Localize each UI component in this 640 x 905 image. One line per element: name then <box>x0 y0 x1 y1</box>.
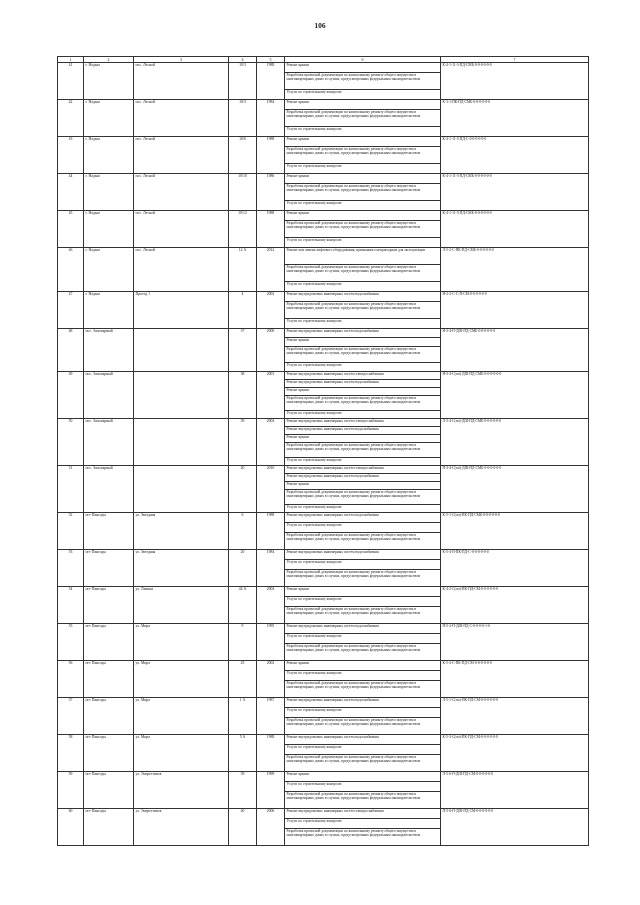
table-row <box>58 211 589 221</box>
house-number-cell: 25 <box>229 661 257 698</box>
house-number-cell: 39 <box>229 419 257 466</box>
code-cell: Н-2-2-С-С-П-СМ-0-0-0-0-0-0 <box>441 292 589 329</box>
table-row <box>58 137 589 147</box>
row-number: 60 <box>58 809 84 846</box>
row-number: 54 <box>58 587 84 624</box>
year-cell: 1995 <box>257 624 285 661</box>
row-number: 41 <box>58 63 84 100</box>
street-cell: ул. Мира <box>134 735 229 772</box>
settlement-cell: пос. Заполярный <box>84 419 134 466</box>
work-type-cell: Ремонт внутридомовых инженерных систем водоснабжения <box>285 427 441 435</box>
row-number: 58 <box>58 735 84 772</box>
work-type-cell: Ремонт внутридомовых инженерных систем электроснабжения <box>285 466 441 474</box>
work-type-cell: Услуги по строительному контролю <box>285 782 441 792</box>
house-number-cell: 40 <box>229 809 257 846</box>
row-number: 45 <box>58 211 84 248</box>
street-cell: пос. Лесной <box>134 174 229 211</box>
row-number: 59 <box>58 772 84 809</box>
settlement-cell: пгт Пангоды <box>84 624 134 661</box>
work-type-cell: Услуги по строительному контролю <box>285 164 441 174</box>
year-cell: 1999 <box>257 772 285 809</box>
street-cell: ул. Звездная <box>134 550 229 587</box>
row-number: 47 <box>58 292 84 329</box>
work-type-cell: Услуги по строительному контролю <box>285 411 441 419</box>
code-cell: П-5-2-П-ДШ-ПД-С-0-0-0-0-1-0 <box>441 624 589 661</box>
table-row <box>58 735 589 745</box>
work-type-cell: Разработка проектной документации по капитальному ремонту общего имущества в многоквартирных домах в случаях, предусмотренных федеральным законодательством <box>285 570 441 587</box>
work-type-cell: Разработка проектной документации по капитальному ремонту общего имущества в многоквартирных домах в случаях, предусмотренных федеральным законодательством <box>285 110 441 127</box>
table-row <box>58 624 589 634</box>
code-cell: К-4-1-11-3-ПД-С-0-0-0-0-0-0 <box>441 137 589 174</box>
year-cell: 1984 <box>257 550 285 587</box>
table-row <box>58 174 589 184</box>
row-number: 50 <box>58 419 84 466</box>
street-cell: ул. Мира <box>134 661 229 698</box>
work-type-cell: Услуги по строительному контролю <box>285 201 441 211</box>
year-cell: 2001 <box>257 372 285 419</box>
street-cell: ул. Энергетиков <box>134 809 229 846</box>
year-cell: 2012 <box>257 248 285 292</box>
work-type-cell: Разработка проектной документации по капитальному ремонту общего имущества в многоквартирных домах в случаях, предусмотренных федеральным законодательством <box>285 73 441 90</box>
work-type-cell: Услуги по строительному контролю <box>285 560 441 570</box>
table-row <box>58 466 589 474</box>
work-type-cell: Ремонт внутридомовых инженерных систем водоснабжения <box>285 513 441 523</box>
house-number-cell: 5 А <box>229 735 257 772</box>
street-cell: пос. Лесной <box>134 63 229 100</box>
street-cell: пос. Лесной <box>134 248 229 292</box>
page-number: 106 <box>314 21 326 30</box>
work-type-cell: Разработка проектной документации по капитальному ремонту общего имущества в многоквартирных домах в случаях, предусмотренных федеральным законодательством <box>285 347 441 363</box>
column-number: 1 <box>58 57 84 63</box>
work-type-cell: Услуги по строительному контролю <box>285 127 441 137</box>
work-type-cell: Разработка проектной документации по капитальному ремонту общего имущества в многоквартирных домах в случаях, предусмотренных федеральным законодательством <box>285 718 441 735</box>
year-cell: 2004 <box>257 419 285 466</box>
settlement-cell: пгт Пангоды <box>84 772 134 809</box>
work-type-cell: Разработка проектной документации по капитальному ремонту общего имущества в многоквартирных домах в случаях, предусмотренных федеральным законодательством <box>285 221 441 238</box>
work-type-cell: Ремонт внутридомовых инженерных систем электроснабжения <box>285 372 441 380</box>
work-type-cell: Ремонт или замена лифтового оборудования, признанного непригодным для эксплуатации <box>285 248 441 265</box>
work-type-cell: Разработка проектной документации по капитальному ремонту общего имущества в многоквартирных домах в случаях, предусмотренных федеральным законодательством <box>285 490 441 505</box>
row-number: 49 <box>58 372 84 419</box>
work-type-cell: Ремонт крыши <box>285 661 441 671</box>
code-cell: К-4-1-11-3-ПД-СМБ-0-0-0-0-0-0 <box>441 63 589 100</box>
settlement-cell: г. Надым <box>84 292 134 329</box>
code-cell: Л-5-2-С-ПК-ПД-СМБ-0-0-0-0-0-0 <box>441 248 589 292</box>
street-cell <box>134 466 229 513</box>
work-type-cell: Услуги по строительному контролю <box>285 238 441 248</box>
settlement-cell: пгт Пангоды <box>84 735 134 772</box>
work-type-cell: Ремонт крыши <box>285 388 441 396</box>
settlement-cell: г. Надым <box>84 248 134 292</box>
work-type-cell: Ремонт крыши <box>285 63 441 73</box>
row-number: 48 <box>58 329 84 372</box>
work-type-cell: Ремонт внутридомовых инженерных систем водоснабжения <box>285 329 441 338</box>
work-type-cell: Разработка проектной документации по капитальному ремонту общего имущества в многоквартирных домах в случаях, предусмотренных федеральным законодательством <box>285 681 441 698</box>
house-number-cell: 10/3 <box>229 63 257 100</box>
row-number: 51 <box>58 466 84 513</box>
work-type-cell: Услуги по строительному контролю <box>285 745 441 755</box>
year-cell: 2002 <box>257 661 285 698</box>
street-cell: пос. Лесной <box>134 100 229 137</box>
settlement-cell: г. Надым <box>84 174 134 211</box>
code-cell: П-5-6-П-ДШ-ПД-СМ-0-0-0-0-0-0 <box>441 809 589 846</box>
column-number: 4 <box>229 57 257 63</box>
work-type-cell: Ремонт крыши <box>285 211 441 221</box>
work-type-cell: Услуги по строительному контролю <box>285 363 441 372</box>
code-cell: К-5-3-С(пп)-ПК-ПД-СМ-0-0-0-0-0-0 <box>441 735 589 772</box>
work-type-cell: Ремонт внутридомовых инженерных систем водоснабжения <box>285 735 441 745</box>
work-type-cell: Ремонт крыши <box>285 772 441 782</box>
row-number: 53 <box>58 550 84 587</box>
street-cell: ул. Мира <box>134 624 229 661</box>
table-row <box>58 329 589 338</box>
house-number-cell: 20 <box>229 550 257 587</box>
work-type-cell: Ремонт крыши <box>285 482 441 490</box>
column-number: 7 <box>441 57 589 63</box>
settlement-cell: пгт Пангоды <box>84 587 134 624</box>
table-row <box>58 513 589 523</box>
work-type-cell: Ремонт внутридомовых инженерных систем водоснабжения <box>285 624 441 634</box>
year-cell: 1986 <box>257 174 285 211</box>
house-number-cell: 10/3 <box>229 100 257 137</box>
table-row <box>58 372 589 380</box>
row-number: 52 <box>58 513 84 550</box>
code-cell: Н-3-4-П-ДШ-ПД-СМБ-0-0-0-0-0-0 <box>441 329 589 372</box>
settlement-cell: г. Надым <box>84 211 134 248</box>
street-cell: пос. Лесной <box>134 137 229 174</box>
code-cell: К-4-1-11-3-ПД-СМБ-0-0-0-0-0-0 <box>441 174 589 211</box>
work-type-cell: Разработка проектной документации по капитальному ремонту общего имущества в многоквартирных домах в случаях, предусмотренных федеральным законодательством <box>285 302 441 319</box>
row-number: 56 <box>58 661 84 698</box>
settlement-cell: г. Надым <box>84 63 134 100</box>
work-type-cell: Услуги по строительному контролю <box>285 319 441 329</box>
work-type-cell: Разработка проектной документации по капитальному ремонту общего имущества в многоквартирных домах в случаях, предусмотренных федеральным законодательством <box>285 443 441 458</box>
column-number: 5 <box>257 57 285 63</box>
code-cell: П-3-4-С(пп)-ДШ-ПД-СМБ-0-0-0-0-0-0 <box>441 466 589 513</box>
work-type-cell: Ремонт крыши <box>285 100 441 110</box>
work-type-cell: Ремонт внутридомовых инженерных систем водоснабжения <box>285 380 441 388</box>
house-number-cell: 4 <box>229 292 257 329</box>
code-cell: Л-5-1-С(пп)-ПК-ПД-СМ-0-0-0-0-0-0 <box>441 698 589 735</box>
work-type-cell: Ремонт крыши <box>285 338 441 347</box>
house-number-cell: 38 <box>229 372 257 419</box>
table-row <box>58 587 589 597</box>
work-type-cell: Услуги по строительному контролю <box>285 90 441 100</box>
settlement-cell: пгт Пангоды <box>84 698 134 735</box>
work-type-cell: Услуги по строительному контролю <box>285 282 441 292</box>
street-cell: ул. Энергетиков <box>134 772 229 809</box>
house-number-cell: 12 А <box>229 248 257 292</box>
code-cell: Л-3-4-С(пп)-ДШ-ПД-СМБ-0-0-0-0-0-0 <box>441 419 589 466</box>
year-cell: 1988 <box>257 137 285 174</box>
house-number-cell: 44 А <box>229 587 257 624</box>
table-row <box>58 809 589 819</box>
settlement-cell: пгт Пангоды <box>84 513 134 550</box>
code-cell: Л-5-6-П-ДШ-ПД-СМ-0-0-0-0-0-0 <box>441 772 589 809</box>
work-type-cell: Ремонт внутридомовых инженерных систем водоснабжения <box>285 550 441 560</box>
table-row <box>58 698 589 708</box>
house-number-cell: 10/10 <box>229 174 257 211</box>
house-number-cell: 40 <box>229 466 257 513</box>
work-type-cell: Ремонт крыши <box>285 137 441 147</box>
settlement-cell: пгт Пангоды <box>84 661 134 698</box>
repair-program-table <box>57 56 589 846</box>
year-cell: 1988 <box>257 513 285 550</box>
work-type-cell: Ремонт внутридомовых инженерных систем электроснабжения <box>285 419 441 427</box>
year-cell: 2006 <box>257 809 285 846</box>
work-type-cell: Разработка проектной документации по капитальному ремонту общего имущества в многоквартирных домах в случаях, предусмотренных федеральным законодательством <box>285 755 441 772</box>
year-cell: 1984 <box>257 100 285 137</box>
column-number: 2 <box>84 57 134 63</box>
row-number: 43 <box>58 137 84 174</box>
column-number: 6 <box>285 57 441 63</box>
work-type-cell: Разработка проектной документации по капитальному ремонту общего имущества в многоквартирных домах в случаях, предусмотренных федеральным законодательством <box>285 644 441 661</box>
work-type-cell: Ремонт внутридомовых инженерных систем водоснабжения <box>285 474 441 482</box>
work-type-cell: Разработка проектной документации по капитальному ремонту общего имущества в многоквартирных домах в случаях, предусмотренных федеральным законодательством <box>285 265 441 282</box>
row-number: 55 <box>58 624 84 661</box>
work-type-cell: Ремонт внутридомовых инженерных систем водоснабжения <box>285 698 441 708</box>
street-cell: пос. Лесной <box>134 211 229 248</box>
street-cell <box>134 329 229 372</box>
house-number-cell: 10/6 <box>229 137 257 174</box>
column-number: 3 <box>134 57 229 63</box>
street-cell: ул. Ленина <box>134 587 229 624</box>
work-type-cell: Разработка проектной документации по капитальному ремонту общего имущества в многоквартирных домах в случаях, предусмотренных федеральным законодательством <box>285 533 441 550</box>
street-cell: ул. Мира <box>134 698 229 735</box>
settlement-cell: г. Надым <box>84 137 134 174</box>
row-number: 46 <box>58 248 84 292</box>
work-type-cell: Разработка проектной документации по капитальному ремонту общего имущества в многоквартирных домах в случаях, предусмотренных федеральным законодательством <box>285 184 441 201</box>
work-type-cell: Услуги по строительному контролю <box>285 634 441 644</box>
settlement-cell: пос. Заполярный <box>84 329 134 372</box>
street-cell <box>134 372 229 419</box>
settlement-cell: пгт Пангоды <box>84 809 134 846</box>
year-cell: 1988 <box>257 211 285 248</box>
settlement-cell: пгт Пангоды <box>84 550 134 587</box>
settlement-cell: пос. Заполярный <box>84 466 134 513</box>
code-cell: К-5-4-П-ПК-ПД-С-0-0-0-0-0-0 <box>441 550 589 587</box>
street-cell: Проезд 1 <box>134 292 229 329</box>
street-cell <box>134 419 229 466</box>
table-row <box>58 100 589 110</box>
work-type-cell: Разработка проектной документации по капитальному ремонту общего имущества в многоквартирных домах в случаях, предусмотренных федеральным законодательством <box>285 792 441 809</box>
house-number-cell: 37 <box>229 329 257 372</box>
house-number-cell: 1 А <box>229 698 257 735</box>
table-row <box>58 63 589 73</box>
work-type-cell: Услуги по строительному контролю <box>285 819 441 829</box>
work-type-cell: Услуги по строительному контролю <box>285 597 441 607</box>
work-type-cell: Разработка проектной документации по капитальному ремонту общего имущества в многоквартирных домах в случаях, предусмотренных федеральным законодательством <box>285 829 441 846</box>
work-type-cell: Ремонт внутридомовых инженерных систем электроснабжения <box>285 809 441 819</box>
table-row <box>58 550 589 560</box>
code-cell: К-4-2-С(пп)-ПК-ПД-СМ-0-0-0-0-0-0 <box>441 587 589 624</box>
work-type-cell: Услуги по строительному контролю <box>285 458 441 466</box>
code-cell: К-4-1-11-3-ПД-СМБ-0-0-0-0-0-0 <box>441 211 589 248</box>
code-cell: К-5-4-С-ПК-ПД-СМ-0-0-0-0-0-0 <box>441 661 589 698</box>
code-cell: К-5-1-С(пп)-ПК-ПД-СМБ-0-0-0-0-0-0 <box>441 513 589 550</box>
year-cell: 1988 <box>257 735 285 772</box>
settlement-cell: г. Надым <box>84 100 134 137</box>
settlement-cell: пос. Заполярный <box>84 372 134 419</box>
work-type-cell: Разработка проектной документации по капитальному ремонту общего имущества в многоквартирных домах в случаях, предусмотренных федеральным законодательством <box>285 396 441 411</box>
table-row <box>58 419 589 427</box>
row-number: 57 <box>58 698 84 735</box>
house-number-cell: 6 <box>229 513 257 550</box>
work-type-cell: Ремонт внутридомовых инженерных систем водоснабжения <box>285 292 441 302</box>
year-cell: 2010 <box>257 466 285 513</box>
year-cell: 2004 <box>257 587 285 624</box>
table-row <box>58 292 589 302</box>
house-number-cell: 10/12 <box>229 211 257 248</box>
work-type-cell: Ремонт крыши <box>285 587 441 597</box>
work-type-cell: Разработка проектной документации по капитальному ремонту общего имущества в многоквартирных домах в случаях, предусмотренных федеральным законодательством <box>285 147 441 164</box>
year-cell: 1988 <box>257 63 285 100</box>
work-type-cell: Ремонт крыши <box>285 174 441 184</box>
code-cell: Н-3-4-С(пп)-ДШ-ПД-СМБ-0-0-0-0-0-0 <box>441 372 589 419</box>
table-row <box>58 248 589 265</box>
work-type-cell: Ремонт крыши <box>285 435 441 443</box>
work-type-cell: Услуги по строительному контролю <box>285 523 441 533</box>
house-number-cell: 9 <box>229 624 257 661</box>
work-type-cell: Разработка проектной документации по капитальному ремонту общего имущества в многоквартирных домах в случаях, предусмотренных федеральным законодательством <box>285 607 441 624</box>
table-row <box>58 661 589 671</box>
year-cell: 1987 <box>257 698 285 735</box>
work-type-cell: Услуги по строительному контролю <box>285 708 441 718</box>
work-type-cell: Услуги по строительному контролю <box>285 671 441 681</box>
street-cell: ул. Звездная <box>134 513 229 550</box>
row-number: 42 <box>58 100 84 137</box>
house-number-cell: 39 <box>229 772 257 809</box>
row-number: 44 <box>58 174 84 211</box>
table-row <box>58 772 589 782</box>
code-cell: К-3-1-ПК-ПД-СМБ-0-0-0-0-0-0 <box>441 100 589 137</box>
year-cell: 2002 <box>257 292 285 329</box>
year-cell: 2000 <box>257 329 285 372</box>
work-type-cell: Услуги по строительному контролю <box>285 505 441 513</box>
